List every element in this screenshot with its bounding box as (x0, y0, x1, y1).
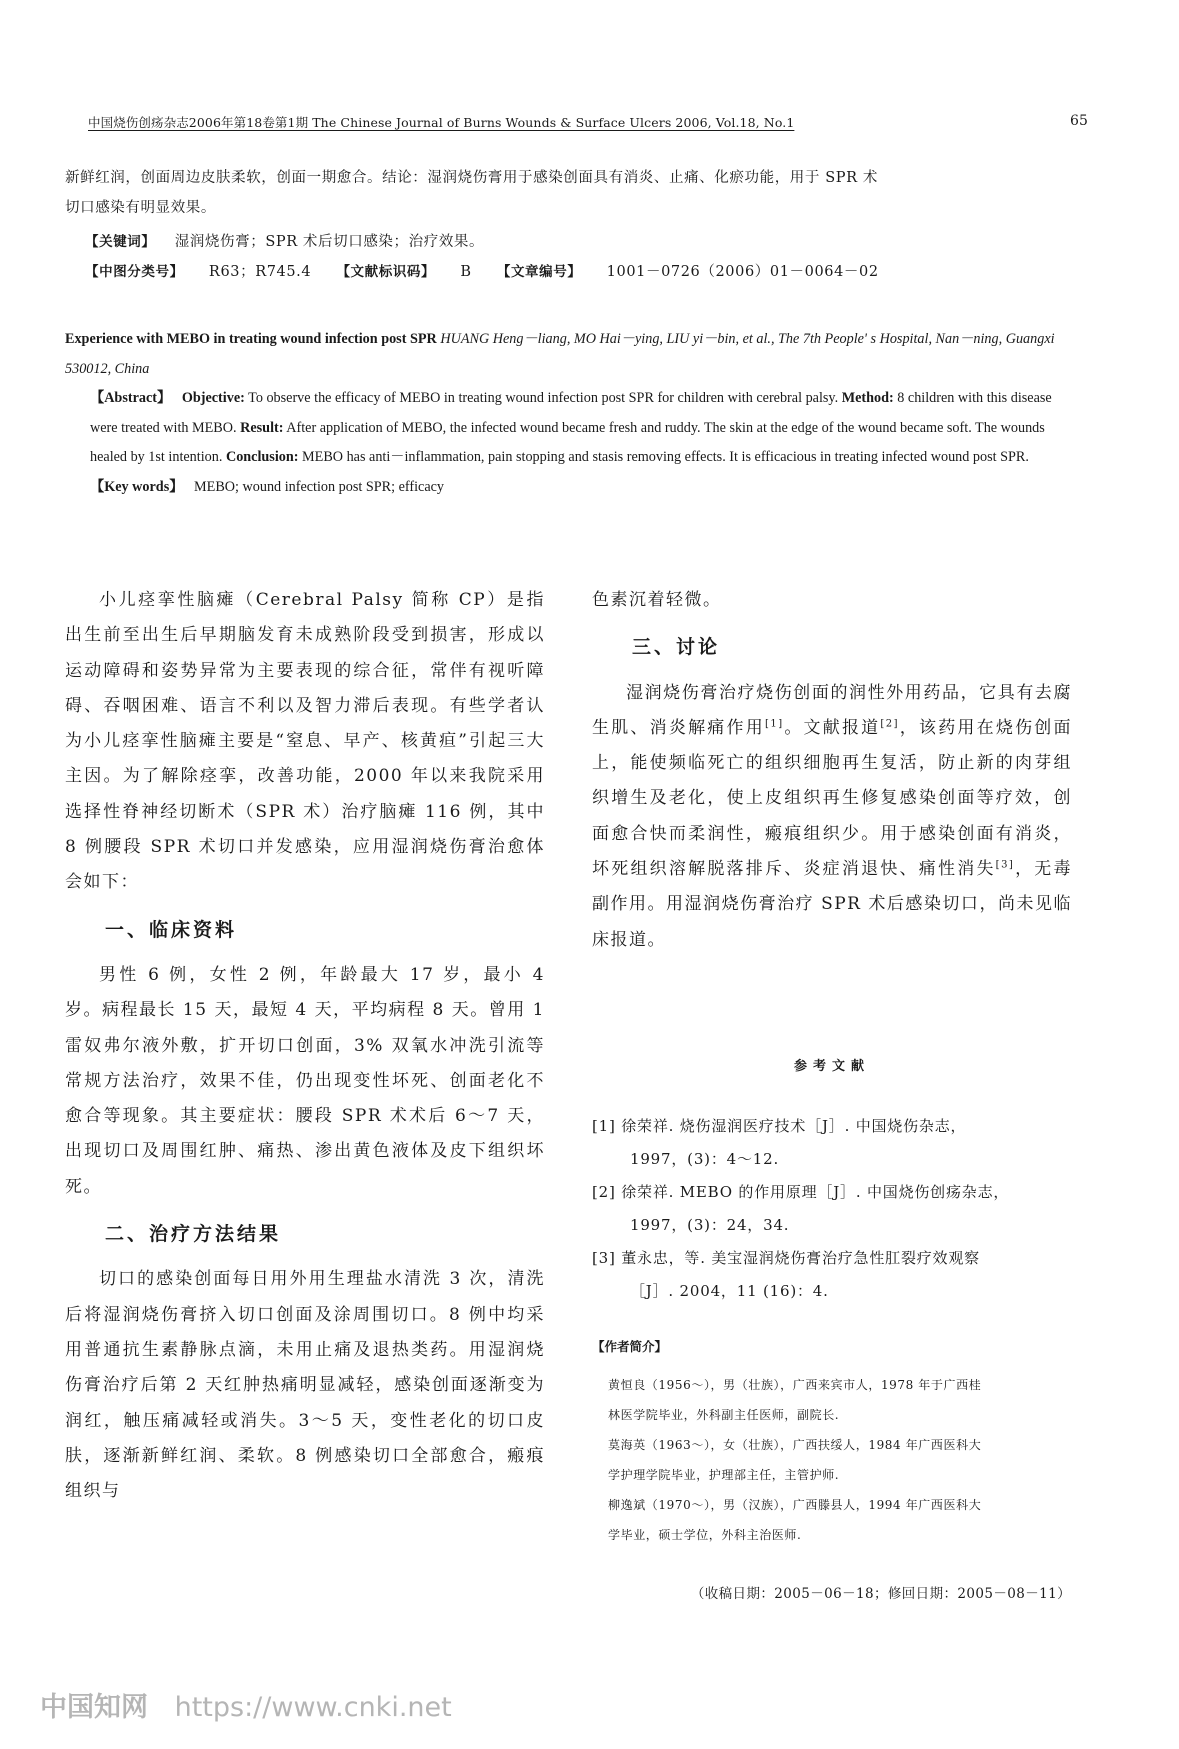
author-info-list (608, 1370, 1078, 1550)
citation-1: [1] (764, 718, 784, 730)
method-text: 8 children with this disease were treated with MEBO. (90, 390, 1052, 436)
objective-text: To observe the efficacy of MEBO in treating wound infection post SPR for children with cerebral palsy. (248, 390, 839, 406)
article-no-value: 1001－0726（2006）01－0064－02 (606, 264, 879, 280)
references-heading: 参考文献 (793, 1059, 870, 1074)
section-2-heading: 二、治疗方法结果 (105, 1223, 282, 1246)
section-3-part-b: 。文献报道 (783, 717, 881, 738)
english-abstract (65, 325, 1075, 502)
abstract-line-2: 切口感染有明显效果。 (65, 200, 216, 216)
citation-3: [3] (995, 859, 1015, 871)
author-2-line-2: 学护理学院毕业，护理部主任，主管护师. (608, 1468, 840, 1482)
section-1-text: 男性 6 例，女性 2 例，年龄最大 17 岁，最小 4 岁。病程最长 15 天，最短 4 天，平均病程 8 天。曾用 1 雷奴弗尔液外敷，扩开切口创面，3% 双氧水冲洗引流等常规方法治疗，效果不佳，仍出现变性坏死、创面老化不愈合等现象。其主要症状：腰段 SPR 术术后 6～7 天，出现切口及周围红肿、痛热、渗出黄色液体及皮下组织坏死。 (65, 964, 545, 1197)
author-3-line-2: 学毕业，硕士学位，外科主治医师. (608, 1528, 802, 1542)
author-1-line-1: 黄恒良（1956～），男（壮族），广西来宾市人，1978 年于广西桂 (608, 1378, 982, 1392)
conclusion-label: Conclusion: (225, 449, 299, 465)
section-3-text (592, 676, 1072, 958)
chinese-abstract (65, 163, 1075, 287)
cn-keywords-label: 【关键词】 (85, 234, 156, 250)
objective-label: Objective: (181, 390, 245, 406)
reference-2-line-1: [2] 徐荣祥. MEBO 的作用原理［J］. 中国烧伤创疡杂志， (592, 1183, 1010, 1201)
section-1-heading: 一、临床资料 (105, 918, 238, 941)
running-header (88, 113, 1088, 131)
author-3-line-1: 柳逸斌（1970～），男（汉族），广西滕县人，1994 年广西医科大 (608, 1498, 982, 1512)
doc-code-value: B (460, 264, 472, 280)
citation-2: [2] (880, 718, 900, 730)
conclusion-text: MEBO has anti－inflammation, pain stopping and stasis removing effects. It is efficacious in treating infected wound post SPR. (302, 449, 1029, 465)
cnki-brand: 中国知网 (40, 1692, 148, 1723)
reference-3-line-1: [3] 董永忠，等. 美宝湿润烧伤膏治疗急性肛裂疗效观察 (592, 1249, 980, 1267)
result-label: Result: (240, 419, 284, 436)
references-list (592, 1110, 1072, 1308)
clc-value: R63；R745.4 (208, 264, 312, 280)
cnki-url-link[interactable]: https://www.cnki.net (174, 1692, 452, 1723)
received-dates: （收稿日期：2005－06－18；修回日期：2005－08－11） (690, 1586, 1071, 1602)
author-info-heading: 【作者简介】 (592, 1339, 668, 1354)
running-head: 中国烧伤创疡杂志2006年第18卷第1期 The Chinese Journal of Burns Wounds & Surface Ulcers 2006, Vol.18, No.1 (88, 115, 795, 130)
en-keywords-text: MEBO; wound infection post SPR; efficacy (194, 478, 445, 495)
body-right-column (592, 583, 1072, 958)
page-number: 65 (1069, 113, 1088, 129)
doc-code-label: 【文献标识码】 (336, 264, 436, 280)
article-no-label: 【文章编号】 (496, 264, 582, 280)
section-2-text: 切口的感染创面每日用外用生理盐水清洗 3 次，清洗后将湿润烧伤膏挤入切口创面及涂周围切口。8 例中均采用普通抗生素静脉点滴，未用止痛及退热类药。用湿润烧伤膏治疗后第 2 天红肿热痛明显减轻，感染创面逐渐变为润红，触压痛减轻或消失。3～5 天，变性老化的切口皮肤，逐渐新鲜红润、柔软。8 例感染切口全部愈合，瘢痕组织与 (65, 1269, 545, 1502)
section-3-part-a: 湿润烧伤膏治疗烧伤创面的润性外用药品，它具有去腐生肌、消炎解痛作用 (592, 682, 1072, 738)
author-1-line-2: 林医学院毕业，外科副主任医师，副院长. (608, 1408, 840, 1422)
english-title: Experience with MEBO in treating wound infection post SPR (65, 331, 437, 347)
author-2-line-1: 莫海英（1963～），女（壮族），广西扶绥人，1984 年广西医科大 (608, 1438, 982, 1452)
reference-3-line-2: ［J］. 2004，11 (16)：4. (630, 1282, 829, 1300)
body-left-column (65, 583, 545, 1509)
reference-1-line-1: [1] 徐荣祥. 烧伤湿润医疗技术［J］. 中国烧伤杂志， (592, 1117, 967, 1135)
en-keywords-label: 【Key words】 (90, 478, 184, 495)
method-label: Method: (841, 390, 894, 406)
watermark-footer (40, 1685, 452, 1724)
cn-keywords-text: 湿润烧伤膏；SPR 术后切口感染；治疗效果。 (174, 234, 485, 250)
reference-1-line-2: 1997，(3)：4～12. (630, 1150, 780, 1168)
classification-line (65, 257, 1075, 287)
abstract-line-1: 新鲜红润，创面周边皮肤柔软，创面一期愈合。结论：湿润烧伤膏用于感染创面具有消炎、止痛、化瘀功能，用于 SPR 术 (65, 170, 878, 186)
reference-2-line-2: 1997，(3)：24，34. (630, 1216, 790, 1234)
result-text: After application of MEBO, the infected wound became fresh and ruddy. The skin at the edge of the wound became soft. The wounds healed by 1st intention. (90, 419, 1045, 465)
english-authors: HUANG Heng－liang, MO Hai－ying, LIU yi－bin, et al., The 7th People' s Hospital, Nan－ning, Guangxi 530012, China (65, 331, 1055, 377)
continued-text: 色素沉着轻微。 (592, 590, 722, 610)
cn-keywords (65, 227, 1075, 257)
section-3-part-c: ，该药用在烧伤创面上，能使频临死亡的组织细胞再生复活，防止新的肉芽组织增生及老化，使上皮组织再生修复感染创面等疗效，创面愈合快而柔润性，瘢痕组织少。用于感染创面有消炎，坏死组织溶解脱落排斥、炎症消退快、痛性消失 (592, 717, 1073, 880)
section-3-heading: 三、讨论 (632, 636, 721, 659)
clc-label: 【中图分类号】 (85, 264, 184, 280)
abstract-label: 【Abstract】 (90, 390, 172, 406)
section-3-part-d: ，无毒副作用。用湿润烧伤膏治疗 SPR 术后感染切口，尚未见临床报道。 (592, 859, 1073, 950)
intro-paragraph: 小儿痉挛性脑瘫（Cerebral Palsy 简称 CP）是指出生前至出生后早期脑发育未成熟阶段受到损害，形成以运动障碍和姿势异常为主要表现的综合征，常伴有视听障碍、吞咽困难、语言不利以及智力滞后表现。有些学者认为小儿痉挛性脑瘫主要是“窒息、早产、核黄疸”引起三大主因。为了解除痉挛，改善功能，2000 年以来我院采用选择性脊神经切断术（SPR 术）治疗脑瘫 116 例，其中 8 例腰段 SPR 术切口并发感染，应用湿润烧伤膏治愈体会如下： (65, 590, 545, 893)
